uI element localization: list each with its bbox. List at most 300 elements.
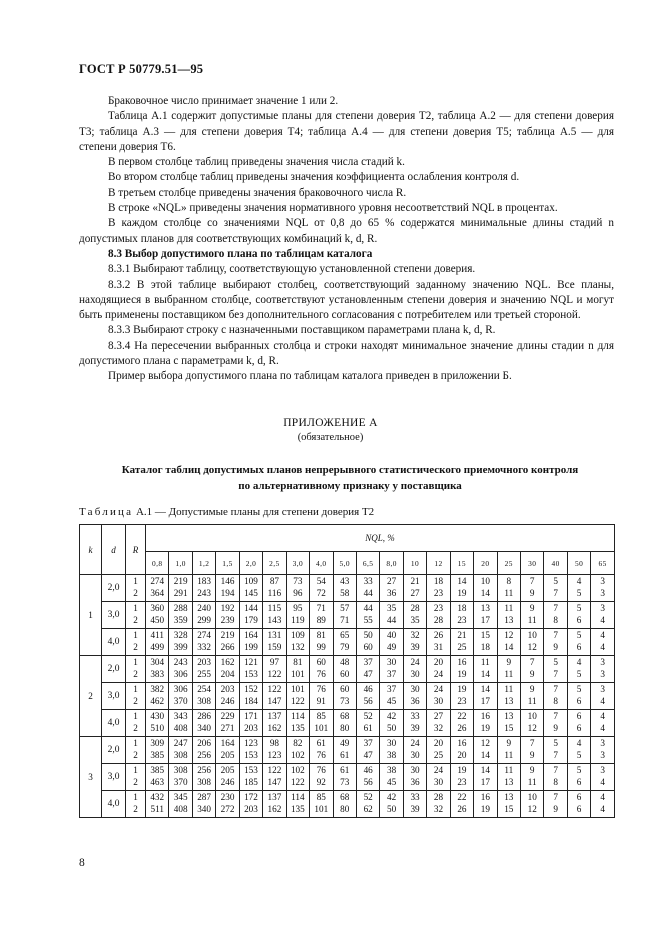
plan-cell (497, 683, 520, 710)
plan-cell (192, 575, 215, 602)
plan-value: 12 (504, 630, 514, 641)
plan-cell (310, 710, 333, 737)
plan-cell (356, 683, 379, 710)
d-cell: 3,0 (102, 602, 126, 629)
plan-value: 119 (291, 615, 305, 625)
plan-value: 46 (363, 765, 373, 776)
plan-value: 306 (173, 684, 188, 695)
plan-cell (169, 602, 192, 629)
plan-value: 382 (150, 684, 165, 695)
plan-value: 71 (340, 615, 350, 625)
plan-value: 3 (600, 750, 605, 760)
plan-value: 76 (316, 669, 326, 679)
plan-value: 50 (363, 630, 373, 641)
plan-value: 22 (457, 711, 467, 722)
plan-cell (286, 629, 309, 656)
plan-value: 11 (504, 669, 514, 679)
plan-cell (286, 656, 309, 683)
plan-value: 4 (600, 630, 605, 641)
plan-value: 37 (363, 657, 373, 668)
plan-cell (474, 764, 497, 791)
plan-value: 81 (316, 630, 326, 641)
plan-cell (333, 602, 356, 629)
plan-value: 4 (600, 696, 605, 706)
plan-value: 7 (553, 588, 558, 598)
plan-value: 399 (173, 642, 188, 652)
plan-cell (403, 791, 426, 818)
plan-cell (216, 629, 239, 656)
plan-value: 22 (457, 792, 467, 803)
plan-cell (286, 602, 309, 629)
plan-value: 340 (197, 804, 211, 814)
paragraph-p11: 8.3.3 Выбирают строку с назначенными поставщиком параметрами плана k, d, R. (108, 324, 496, 337)
plan-cell (169, 791, 192, 818)
plan-cell (356, 575, 379, 602)
plan-value: 3 (600, 765, 605, 776)
plan-value: 54 (316, 576, 326, 587)
d-cell: 4,0 (102, 629, 126, 656)
table-row (80, 575, 615, 602)
plan-value: 31 (433, 642, 444, 652)
plan-value: 219 (220, 630, 235, 641)
plan-cell (403, 710, 426, 737)
nql-value-header: 6,5 (356, 552, 379, 575)
plan-value: 10 (480, 576, 490, 587)
col-header-nql: NQL, % (146, 525, 615, 552)
plan-value: 143 (267, 615, 282, 625)
plan-value: 27 (433, 711, 444, 722)
plan-cell (591, 764, 615, 791)
plan-value: 286 (197, 711, 211, 722)
plan-value: 370 (173, 696, 188, 706)
plan-value: 50 (387, 723, 397, 733)
R-value: 2 (133, 777, 138, 787)
plan-value: 7 (553, 603, 558, 614)
plan-cell (591, 656, 615, 683)
plan-value: 271 (220, 723, 235, 733)
plan-value: 5 (576, 750, 582, 760)
plan-value: 9 (553, 642, 558, 652)
table-row (80, 764, 615, 791)
plan-value: 4 (600, 777, 605, 787)
d-cell: 2,0 (102, 575, 126, 602)
R-value: 2 (133, 723, 138, 733)
plan-cell (146, 656, 169, 683)
table-row (80, 791, 615, 818)
nql-value-header: 25 (497, 552, 520, 575)
plan-value: 48 (340, 657, 350, 668)
paragraph-p1: Браковочное число принимает значение 1 или 2. (108, 95, 339, 107)
plan-cell (427, 791, 450, 818)
plan-value: 6 (576, 777, 582, 787)
paragraph-p13: Пример выбора допустимого плана по таблицам каталога приведен в приложении Б. (108, 370, 512, 383)
plan-cell (567, 791, 590, 818)
plan-cell (450, 683, 473, 710)
plan-value: 44 (363, 588, 373, 598)
plan-cell (216, 764, 239, 791)
plan-value: 185 (244, 777, 258, 787)
plan-cell (567, 737, 590, 764)
d-cell: 2,0 (102, 737, 126, 764)
R-cell (126, 602, 146, 629)
plan-cell (239, 629, 262, 656)
plan-value: 16 (457, 657, 467, 668)
plan-cell (497, 656, 520, 683)
plan-cell (474, 656, 497, 683)
plan-cell (263, 575, 286, 602)
plan-value: 432 (150, 792, 165, 803)
plan-value: 246 (220, 777, 235, 787)
plan-cell (333, 656, 356, 683)
plan-cell (544, 791, 567, 818)
plan-cell (146, 764, 169, 791)
plan-cell (216, 791, 239, 818)
plan-value: 510 (150, 723, 165, 733)
plan-value: 14 (480, 765, 490, 776)
plan-cell (474, 710, 497, 737)
plan-value: 7 (553, 684, 558, 695)
plan-value: 122 (267, 669, 282, 679)
plan-value: 164 (244, 630, 258, 641)
plan-value: 6 (576, 792, 582, 803)
plan-value: 5 (576, 630, 582, 641)
plan-value: 17 (480, 696, 490, 706)
plan-cell (263, 683, 286, 710)
R-value: 1 (133, 711, 138, 722)
plan-value: 13 (504, 696, 514, 706)
plan-value: 33 (410, 792, 420, 803)
plan-value: 203 (244, 804, 258, 814)
plan-value: 32 (433, 723, 444, 733)
plan-value: 97 (269, 657, 279, 668)
plan-value: 42 (387, 711, 397, 722)
plan-value: 45 (387, 696, 397, 706)
plan-cell (310, 575, 333, 602)
plan-value: 7 (553, 630, 558, 641)
plan-cell (427, 737, 450, 764)
plan-cell (427, 629, 450, 656)
R-value: 1 (133, 603, 138, 614)
plan-cell (333, 764, 356, 791)
table-row (80, 737, 615, 764)
plan-cell (239, 791, 262, 818)
plan-value: 7 (529, 738, 535, 749)
plan-value: 26 (457, 804, 467, 814)
plan-value: 463 (150, 777, 165, 787)
plan-cell (146, 683, 169, 710)
paragraph-p10: 8.3.2 В этой таблице выбирают столбец, соответствующий заданному значению NQL. Все планы, находящиеся в выбранном столбце, соответствуют установленным степени доверия и значению NQL и могут быть применены поставщиком без дополнительного согласования с потребителем или третьей стороной. (79, 278, 614, 322)
plan-cell (497, 575, 520, 602)
plan-value: 340 (197, 723, 211, 733)
paragraph-p2: Таблица А.1 содержит допустимые планы для степени доверия Т2, таблица А.2 — для степени доверия Т3; таблица А.3 — для степени доверия Т4; таблица А.4 — для степени доверия Т5; таблица А.5 — для степени доверия Т6. (79, 110, 614, 153)
plan-cell (427, 602, 450, 629)
plan-cell (380, 656, 403, 683)
plan-cell (403, 737, 426, 764)
plan-value: 72 (316, 588, 326, 598)
plan-value: 299 (197, 615, 211, 625)
plan-value: 203 (197, 657, 211, 668)
plan-value: 199 (244, 642, 258, 652)
plan-cell (544, 575, 567, 602)
plan-value: 50 (387, 804, 397, 814)
R-value: 2 (133, 642, 138, 652)
plan-value: 385 (150, 765, 165, 776)
R-value: 2 (133, 588, 138, 598)
plan-cell (169, 764, 192, 791)
nql-value-header: 0,8 (146, 552, 169, 575)
plan-value: 5 (576, 588, 582, 598)
plan-cell (263, 710, 286, 737)
plan-value: 80 (340, 723, 350, 733)
plan-cell (474, 683, 497, 710)
plan-cell (333, 791, 356, 818)
plan-value: 132 (290, 642, 305, 652)
plan-value: 12 (527, 804, 537, 814)
plan-value: 4 (600, 792, 605, 803)
plan-value: 58 (340, 588, 350, 598)
plan-value: 152 (244, 684, 258, 695)
plan-value: 73 (293, 576, 303, 587)
plan-cell (192, 602, 215, 629)
plan-cell (403, 683, 426, 710)
appendix-title: ПРИЛОЖЕНИЕ А (283, 417, 378, 429)
plan-cell (263, 791, 286, 818)
plan-value: 179 (244, 615, 258, 625)
plan-value: 450 (150, 615, 165, 625)
plan-value: 194 (220, 588, 235, 598)
d-cell: 3,0 (102, 764, 126, 791)
R-value: 2 (133, 750, 138, 760)
plan-value: 18 (457, 603, 467, 614)
plan-value: 247 (173, 738, 188, 749)
plans-table (79, 524, 615, 818)
plan-cell (239, 764, 262, 791)
plan-value: 5 (576, 684, 582, 695)
plan-value: 9 (529, 684, 535, 695)
plan-value: 42 (387, 792, 397, 803)
plan-value: 4 (600, 804, 605, 814)
paragraph-p6: В строке «NQL» приведены значения нормативного уровня несоответствий NQL в процентах. (108, 202, 558, 215)
plan-value: 28 (410, 603, 420, 614)
plan-value: 24 (433, 684, 444, 695)
plan-cell (146, 629, 169, 656)
plan-cell (333, 575, 356, 602)
plan-value: 9 (529, 750, 535, 760)
plan-cell (216, 710, 239, 737)
plan-cell (544, 737, 567, 764)
plan-value: 27 (410, 588, 420, 598)
plan-value: 4 (600, 711, 605, 722)
plan-cell (192, 656, 215, 683)
plan-value: 287 (197, 792, 211, 803)
catalog-title-line2: по альтернативному признаку у поставщика (238, 480, 462, 492)
plan-cell (403, 656, 426, 683)
plan-value: 14 (480, 669, 490, 679)
plan-cell (169, 710, 192, 737)
plan-value: 8 (553, 696, 558, 706)
plan-value: 101 (314, 804, 329, 814)
plan-value: 55 (363, 615, 373, 625)
plan-value: 6 (576, 642, 582, 652)
plan-value: 102 (290, 765, 305, 776)
nql-value-header: 3,0 (286, 552, 309, 575)
plan-value: 65 (340, 630, 350, 641)
plan-value: 43 (340, 576, 350, 587)
plan-value: 383 (150, 669, 165, 679)
plan-cell (356, 602, 379, 629)
plan-cell (591, 791, 615, 818)
plan-cell (474, 575, 497, 602)
plan-value: 256 (197, 765, 211, 776)
plan-cell (333, 710, 356, 737)
plan-value: 171 (244, 711, 258, 722)
plan-cell (380, 683, 403, 710)
plan-value: 240 (197, 603, 211, 614)
plan-value: 30 (433, 696, 444, 706)
plan-cell (521, 575, 544, 602)
plan-cell (356, 710, 379, 737)
plan-value: 204 (220, 669, 235, 679)
plan-value: 10 (527, 711, 537, 722)
plan-value: 89 (316, 615, 326, 625)
plan-value: 36 (410, 777, 420, 787)
catalog-title (100, 462, 600, 494)
plan-value: 3 (600, 738, 605, 749)
table-row (80, 683, 615, 710)
plan-value: 230 (220, 792, 235, 803)
plan-value: 6 (576, 804, 582, 814)
plan-value: 146 (220, 576, 235, 587)
plan-value: 9 (553, 723, 558, 733)
col-header-k: k (80, 525, 102, 575)
plan-value: 60 (340, 669, 350, 679)
plan-value: 137 (267, 792, 282, 803)
table-caption-text: А.1 — Допустимые планы для степени доверия Т2 (133, 506, 375, 518)
plan-value: 19 (480, 723, 490, 733)
plan-value: 172 (244, 792, 258, 803)
plan-value: 30 (410, 669, 420, 679)
plan-cell (239, 602, 262, 629)
plan-cell (216, 575, 239, 602)
plan-cell (192, 764, 215, 791)
plan-value: 343 (173, 711, 188, 722)
plan-value: 35 (410, 615, 420, 625)
plan-value: 28 (433, 792, 444, 803)
plan-value: 308 (173, 765, 188, 776)
plan-value: 38 (387, 750, 397, 760)
plan-cell (544, 764, 567, 791)
plan-value: 6 (576, 711, 582, 722)
plan-value: 85 (316, 792, 326, 803)
nql-value-header: 2,0 (239, 552, 262, 575)
plan-value: 408 (173, 804, 188, 814)
plan-value: 4 (576, 738, 582, 749)
plan-cell (216, 656, 239, 683)
nql-value-header: 1,0 (169, 552, 192, 575)
plan-value: 246 (220, 696, 235, 706)
plan-value: 8 (506, 576, 512, 587)
plan-cell (544, 629, 567, 656)
plan-value: 101 (290, 684, 305, 695)
plan-value: 308 (173, 750, 188, 760)
plan-value: 14 (480, 588, 490, 598)
table-caption-label: Таблица (79, 506, 134, 518)
plan-value: 243 (173, 657, 188, 668)
plan-cell (192, 710, 215, 737)
plan-value: 308 (197, 777, 211, 787)
plan-cell (263, 602, 286, 629)
plan-cell (567, 629, 590, 656)
plan-cell (356, 737, 379, 764)
plan-value: 60 (340, 684, 350, 695)
plan-value: 24 (433, 765, 444, 776)
plan-cell (427, 710, 450, 737)
plan-cell (450, 791, 473, 818)
plan-value: 19 (457, 684, 467, 695)
plan-value: 49 (340, 738, 350, 749)
plan-value: 5 (576, 765, 582, 776)
plan-value: 239 (220, 615, 235, 625)
plan-cell (239, 656, 262, 683)
plan-cell (497, 629, 520, 656)
plan-value: 6 (576, 696, 582, 706)
plan-cell (450, 602, 473, 629)
plan-cell (474, 791, 497, 818)
plan-value: 274 (150, 576, 165, 587)
plan-cell (333, 683, 356, 710)
plan-cell (192, 737, 215, 764)
plan-cell (146, 710, 169, 737)
plan-value: 272 (220, 804, 235, 814)
nql-value-header: 5,0 (333, 552, 356, 575)
R-value: 1 (133, 630, 138, 641)
plan-value: 27 (387, 576, 397, 587)
plan-value: 13 (504, 615, 514, 625)
plan-value: 219 (173, 576, 188, 587)
plan-cell (521, 656, 544, 683)
plan-value: 121 (244, 657, 258, 668)
plan-value: 18 (433, 576, 444, 587)
plan-value: 35 (387, 603, 397, 614)
plan-value: 10 (527, 630, 537, 641)
R-value: 1 (133, 684, 138, 695)
plan-value: 11 (504, 750, 514, 760)
plan-value: 7 (553, 711, 558, 722)
plan-cell (286, 575, 309, 602)
R-cell (126, 764, 146, 791)
R-value: 1 (133, 765, 138, 776)
plan-value: 7 (553, 750, 558, 760)
plan-cell (169, 683, 192, 710)
plan-cell (591, 629, 615, 656)
plan-value: 309 (150, 738, 165, 749)
plan-value: 109 (244, 576, 258, 587)
plan-value: 16 (480, 711, 490, 722)
plan-value: 10 (527, 792, 537, 803)
plan-value: 20 (457, 750, 467, 760)
R-value: 1 (133, 738, 138, 749)
plan-value: 122 (290, 777, 305, 787)
plan-value: 92 (316, 777, 326, 787)
plan-value: 37 (387, 669, 397, 679)
plan-cell (169, 656, 192, 683)
plan-cell (169, 575, 192, 602)
plan-value: 7 (553, 792, 558, 803)
plan-cell (286, 791, 309, 818)
plan-value: 32 (410, 630, 420, 641)
plan-value: 57 (340, 603, 350, 614)
d-cell: 4,0 (102, 710, 126, 737)
